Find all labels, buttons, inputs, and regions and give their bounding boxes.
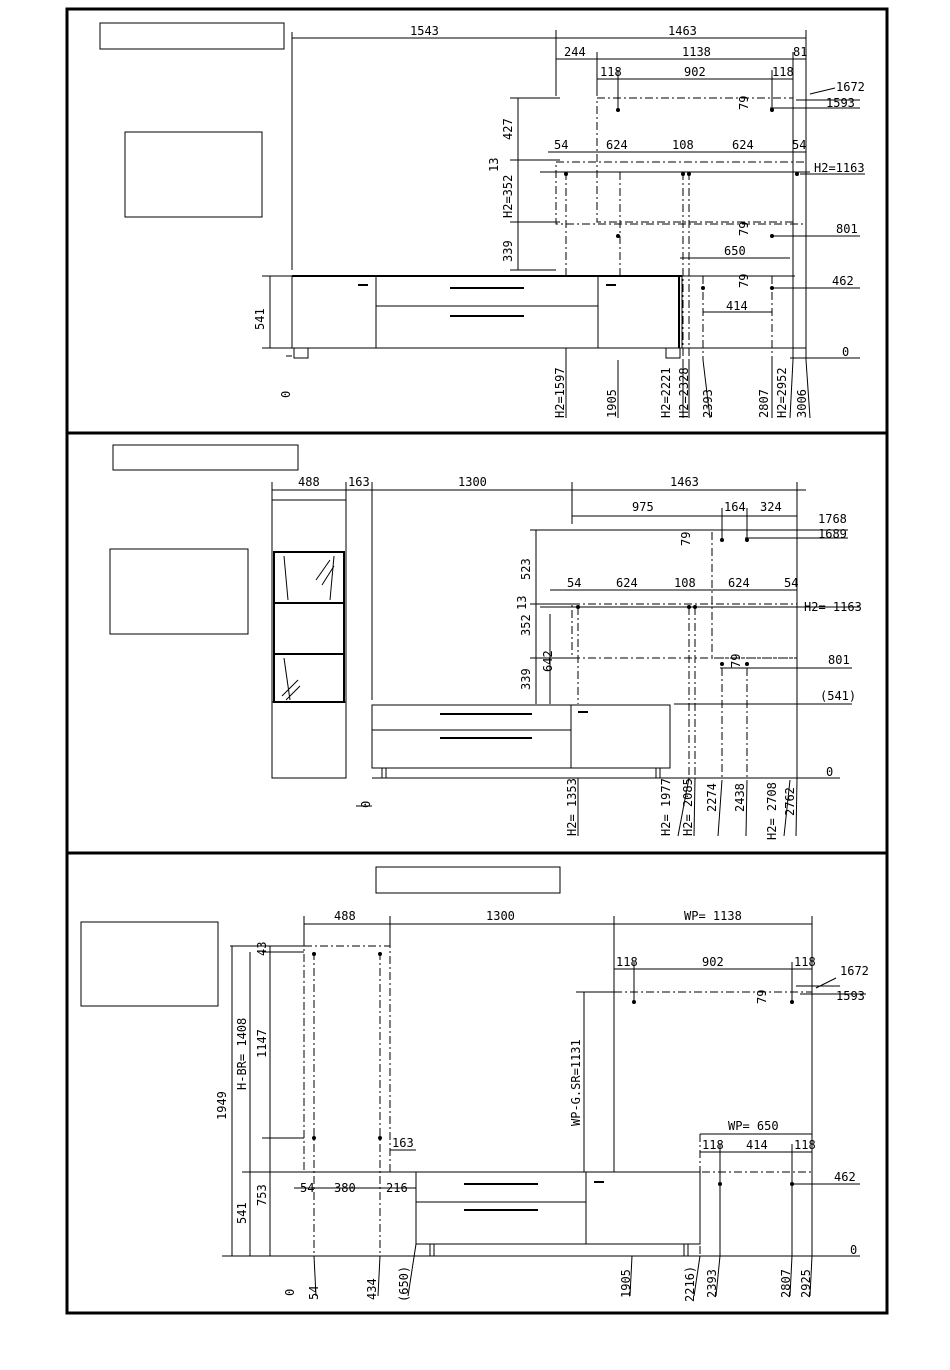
dimension-lines [262, 30, 865, 360]
dim-902: 902 [702, 955, 724, 969]
dim-118-c: 118 [702, 1138, 724, 1152]
dim-1593: 1593 [836, 989, 865, 1003]
lowboard-1 [292, 273, 806, 358]
dim-1300: 1300 [458, 475, 487, 489]
bottom-label: 54 [307, 1285, 321, 1300]
dim-624-right: 624 [732, 138, 754, 152]
dim-975: 975 [632, 500, 654, 514]
dim-81: 81 [793, 45, 808, 59]
bottom-label: H2= 2708 [765, 782, 779, 840]
dim-1672: 1672 [836, 80, 865, 94]
dim-118-d: 118 [794, 1138, 816, 1152]
dim-902: 902 [684, 65, 706, 79]
dim-79-b: 79 [737, 221, 751, 236]
dim-1463: 1463 [668, 24, 697, 38]
vitrine-cabinet [272, 500, 346, 778]
bottom-label: H2= 1353 [565, 778, 579, 836]
dim-wp-1131: WP-G.SR=1131 [569, 1039, 583, 1126]
panel-2 [110, 445, 862, 840]
bottom-label: 2807 [757, 389, 771, 418]
vitrine-wall-outline [304, 946, 390, 1172]
dim-414: 414 [726, 299, 748, 313]
dim-108: 108 [672, 138, 694, 152]
dim-1463: 1463 [670, 475, 699, 489]
title-box [113, 445, 298, 470]
dim-324: 324 [760, 500, 782, 514]
dim-541: (541) [820, 689, 857, 703]
dimension-lines [272, 482, 860, 780]
dim-13: 13 [515, 595, 529, 610]
dim-79: 79 [755, 989, 769, 1004]
dim-zero-right: 0 [842, 345, 850, 359]
lowboard-3 [416, 1172, 700, 1256]
dim-163: 163 [348, 475, 370, 489]
bottom-label: 2438 [733, 783, 747, 812]
bottom-label: H2= 2085 [681, 778, 695, 836]
dim-zero-right: 0 [826, 765, 834, 779]
dim-216: 216 [386, 1181, 408, 1195]
info-box [81, 922, 218, 1006]
dim-163: 163 [392, 1136, 414, 1150]
dim-54-right: 54 [792, 138, 807, 152]
dim-339: 339 [519, 668, 533, 690]
dim-380: 380 [334, 1181, 356, 1195]
dim-118-left: 118 [616, 955, 638, 969]
dim-1593: 1593 [826, 96, 855, 110]
dim-339: 339 [501, 240, 515, 262]
dim-54-left: 54 [567, 576, 582, 590]
bottom-label: 2762 [783, 787, 797, 816]
bottom-label: 2274 [705, 783, 719, 812]
dim-352: 352 [519, 614, 533, 636]
title-box [100, 23, 284, 49]
dim-zero-left: 0 [359, 800, 373, 808]
bottom-label: H2= 1977 [659, 778, 673, 836]
dim-54: 54 [300, 1181, 315, 1195]
dim-54-right: 54 [784, 576, 799, 590]
dim-1408: H-BR= 1408 [235, 1017, 249, 1090]
bottom-label: 434 [365, 1278, 379, 1300]
bottom-label: 2216) [683, 1265, 697, 1302]
dim-414: 414 [746, 1138, 768, 1152]
bottom-label: 2393 [705, 1269, 719, 1298]
bottom-label: H2=2952 [775, 367, 789, 418]
dim-1768: 1768 [818, 512, 847, 526]
dim-43: 43 [255, 941, 269, 956]
dim-zero-left: 0 [283, 1288, 297, 1296]
panel-3 [81, 867, 869, 1302]
dim-488: 488 [298, 475, 320, 489]
dim-541: 541 [235, 1202, 249, 1224]
dim-1300: 1300 [486, 909, 515, 923]
dim-wp-1138: WP= 1138 [684, 909, 742, 923]
dim-427: 427 [501, 118, 515, 140]
dim-108: 108 [674, 576, 696, 590]
dim-352: H2=352 [501, 174, 515, 218]
dim-118-left: 118 [600, 65, 622, 79]
outer-frame [67, 9, 887, 1313]
lowboard-2 [372, 705, 690, 778]
bottom-label: 1905 [619, 1269, 633, 1298]
info-box [110, 549, 248, 634]
dim-1672: 1672 [840, 964, 869, 978]
dim-118-right: 118 [772, 65, 794, 79]
wall-shelf [556, 162, 806, 224]
dim-zero-right: 0 [850, 1243, 858, 1257]
dim-523: 523 [519, 558, 533, 580]
dim-13: 13 [487, 157, 501, 172]
dim-488: 488 [334, 909, 356, 923]
dim-79-c: 79 [737, 273, 751, 288]
dim-624-left: 624 [606, 138, 628, 152]
dim-1543: 1543 [410, 24, 439, 38]
dim-624-left: 624 [616, 576, 638, 590]
dim-79: 79 [679, 531, 693, 546]
wall-panel-upper [597, 95, 793, 222]
dim-118-right: 118 [794, 955, 816, 969]
dim-79-b: 79 [729, 653, 743, 668]
dim-79-a: 79 [737, 95, 751, 110]
dim-462: 462 [834, 1170, 856, 1184]
bottom-label: H2=2328 [677, 367, 691, 418]
dim-1138: 1138 [682, 45, 711, 59]
dim-1949: 1949 [215, 1091, 229, 1120]
dim-462: 462 [832, 274, 854, 288]
panel-1 [100, 23, 865, 418]
dim-650: 650 [724, 244, 746, 258]
dim-541: 541 [253, 308, 267, 330]
dim-h2-1163: H2=1163 [814, 161, 865, 175]
dim-624-right: 624 [728, 576, 750, 590]
dim-wp-650: WP= 650 [728, 1119, 779, 1133]
dim-1689: 1689 [818, 527, 847, 541]
bottom-label: (650) [397, 1265, 411, 1302]
bottom-label: 2807 [779, 1269, 793, 1298]
dim-54-left: 54 [554, 138, 569, 152]
dim-642: 642 [541, 650, 555, 672]
dim-801: 801 [836, 222, 858, 236]
dim-753: 753 [255, 1184, 269, 1206]
bottom-label: H2=2221 [659, 367, 673, 418]
dim-1147: 1147 [255, 1029, 269, 1058]
bottom-label: 2393 [701, 389, 715, 418]
dim-801: 801 [828, 653, 850, 667]
title-box [376, 867, 560, 893]
bottom-label: H2=1597 [553, 367, 567, 418]
bottom-label: 2925 [799, 1269, 813, 1298]
bottom-label: 1905 [605, 389, 619, 418]
dim-244: 244 [564, 45, 586, 59]
dim-h2-1163: H2= 1163 [804, 600, 862, 614]
dim-zero-left: 0 [279, 390, 293, 398]
wall-panel-upper [712, 530, 797, 658]
dim-164: 164 [724, 500, 746, 514]
info-box [125, 132, 262, 217]
bottom-label: 3006 [795, 389, 809, 418]
wall-shelf [572, 604, 797, 658]
dimension-lines [222, 916, 866, 1256]
